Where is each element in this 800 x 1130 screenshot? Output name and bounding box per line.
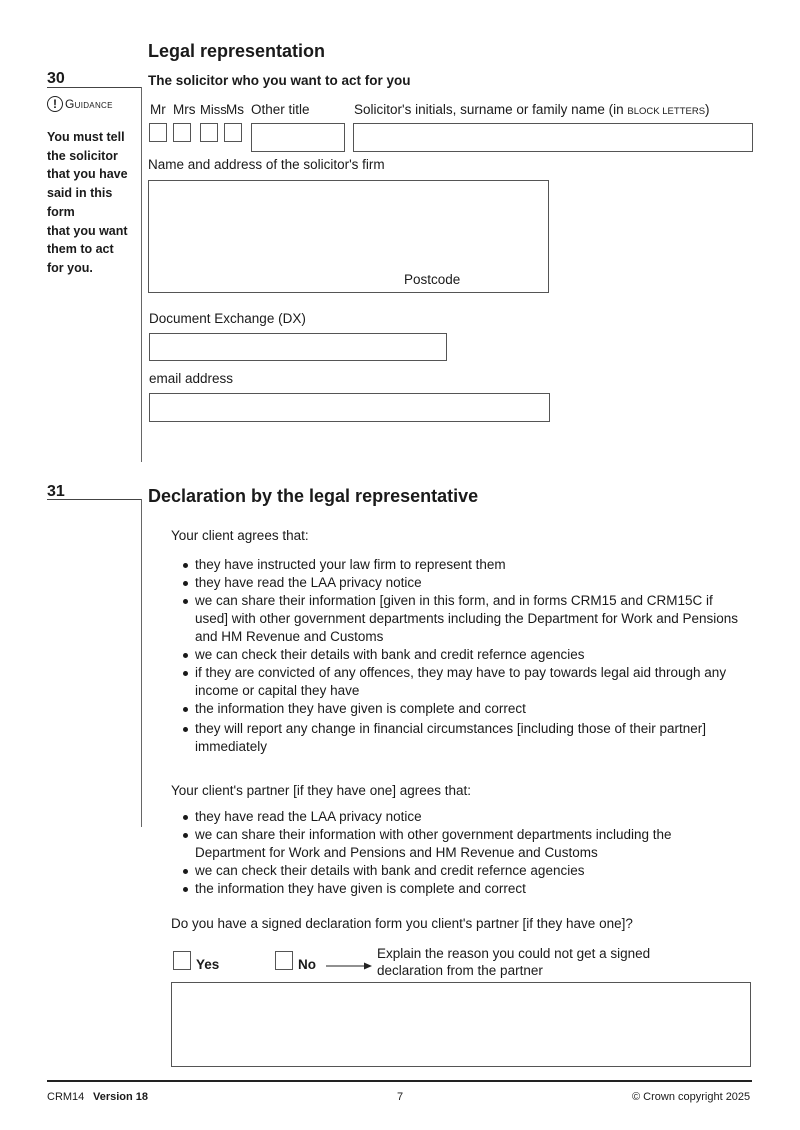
yes-label: Yes bbox=[196, 957, 220, 972]
footer-divider bbox=[47, 1080, 752, 1082]
solicitor-name-label-text: Solicitor's initials, surname or family name (in bbox=[354, 102, 628, 117]
block-letters-text: BLOCK LETTERS bbox=[627, 106, 706, 117]
miss-checkbox[interactable] bbox=[200, 123, 218, 142]
guidance-line: that you have bbox=[47, 167, 128, 182]
guidance-line: the solicitor bbox=[47, 148, 118, 163]
form-code: CRM14 bbox=[47, 1091, 85, 1103]
client-agreement-list bbox=[171, 556, 751, 756]
list-item: they have read the LAA privacy notice bbox=[171, 574, 751, 592]
guidance-line: them to act bbox=[47, 242, 114, 257]
list-item: the information they have given is complete and correct bbox=[171, 880, 731, 898]
title-label-miss: Miss bbox=[200, 102, 227, 117]
solicitor-name-input[interactable] bbox=[353, 123, 753, 152]
email-input[interactable] bbox=[149, 393, 550, 422]
title-label-mrs: Mrs bbox=[173, 102, 196, 117]
section-subtitle: The solicitor who you want to act for you bbox=[148, 73, 411, 88]
list-item: if they are convicted of any offences, they may have to pay towards legal aid through any income or capital they have bbox=[171, 664, 751, 700]
no-checkbox[interactable] bbox=[275, 951, 293, 970]
guidance-line: You must tell bbox=[47, 130, 125, 144]
section-divider bbox=[47, 499, 141, 500]
arrow-right-icon bbox=[326, 961, 372, 971]
section-number: 31 bbox=[47, 483, 65, 500]
explain-label: Explain the reason you could not get a signed declaration from the partner bbox=[377, 946, 651, 978]
guidance-label: Guidance bbox=[65, 97, 113, 111]
dx-input[interactable] bbox=[149, 333, 447, 361]
list-item: we can share their information with other government departments including the Department for Work and Pensions and HM Revenue and Customs bbox=[171, 826, 731, 862]
signed-declaration-question: Do you have a signed declaration form you client's partner [if they have one]? bbox=[171, 916, 633, 931]
partner-agreement-list bbox=[171, 808, 731, 898]
list-item: they have instructed your law firm to represent them bbox=[171, 556, 751, 574]
guidance-header bbox=[47, 96, 113, 112]
list-item: we can check their details with bank and credit refernce agencies bbox=[171, 646, 751, 664]
postcode-label: Postcode bbox=[404, 272, 461, 287]
page-number: 7 bbox=[397, 1091, 404, 1103]
firm-address-input[interactable] bbox=[148, 180, 549, 293]
email-label: email address bbox=[149, 371, 234, 386]
section-title: Declaration by the legal representative bbox=[148, 486, 479, 506]
guidance-line: that you want bbox=[47, 223, 128, 238]
ms-checkbox[interactable] bbox=[224, 123, 242, 142]
guidance-line: for you. bbox=[47, 260, 93, 275]
copyright: © Crown copyright 2025 bbox=[632, 1091, 751, 1103]
version-label: Version 18 bbox=[93, 1091, 149, 1103]
section-divider bbox=[47, 87, 141, 88]
explain-reason-input[interactable] bbox=[171, 982, 751, 1067]
other-title-input[interactable] bbox=[251, 123, 345, 152]
exclamation-circle-icon: ! bbox=[47, 96, 63, 112]
solicitor-name-label bbox=[354, 102, 710, 117]
title-label-ms: Ms bbox=[226, 102, 244, 117]
section-number: 30 bbox=[47, 70, 65, 87]
firm-address-label: Name and address of the solicitor's firm bbox=[148, 157, 385, 172]
list-item: we can check their details with bank and credit refernce agencies bbox=[171, 862, 731, 880]
no-label: No bbox=[298, 957, 316, 972]
yes-checkbox[interactable] bbox=[173, 951, 191, 970]
mr-checkbox[interactable] bbox=[149, 123, 167, 142]
list-item: the information they have given is complete and correct bbox=[171, 700, 751, 718]
guidance-text bbox=[47, 128, 143, 278]
list-item: they will report any change in financial circumstances [including those of their partner] immediately bbox=[171, 720, 751, 756]
solicitor-name-label-end: ) bbox=[705, 102, 710, 117]
list-item: they have read the LAA privacy notice bbox=[171, 808, 731, 826]
title-label-other: Other title bbox=[251, 102, 310, 117]
guidance-line: said in this form bbox=[47, 186, 113, 219]
section-margin-line bbox=[141, 499, 142, 827]
dx-label: Document Exchange (DX) bbox=[149, 311, 306, 326]
section-title: Legal representation bbox=[148, 41, 326, 61]
mrs-checkbox[interactable] bbox=[173, 123, 191, 142]
list-item: we can share their information [given in this form, and in forms CRM15 and CRM15C if used] with other government departments including the Department for Work and Pensions and HM Revenue and Customs bbox=[171, 592, 751, 646]
partner-intro: Your client's partner [if they have one] agrees that: bbox=[171, 783, 472, 798]
title-label-mr: Mr bbox=[150, 102, 166, 117]
client-intro: Your client agrees that: bbox=[171, 528, 309, 543]
